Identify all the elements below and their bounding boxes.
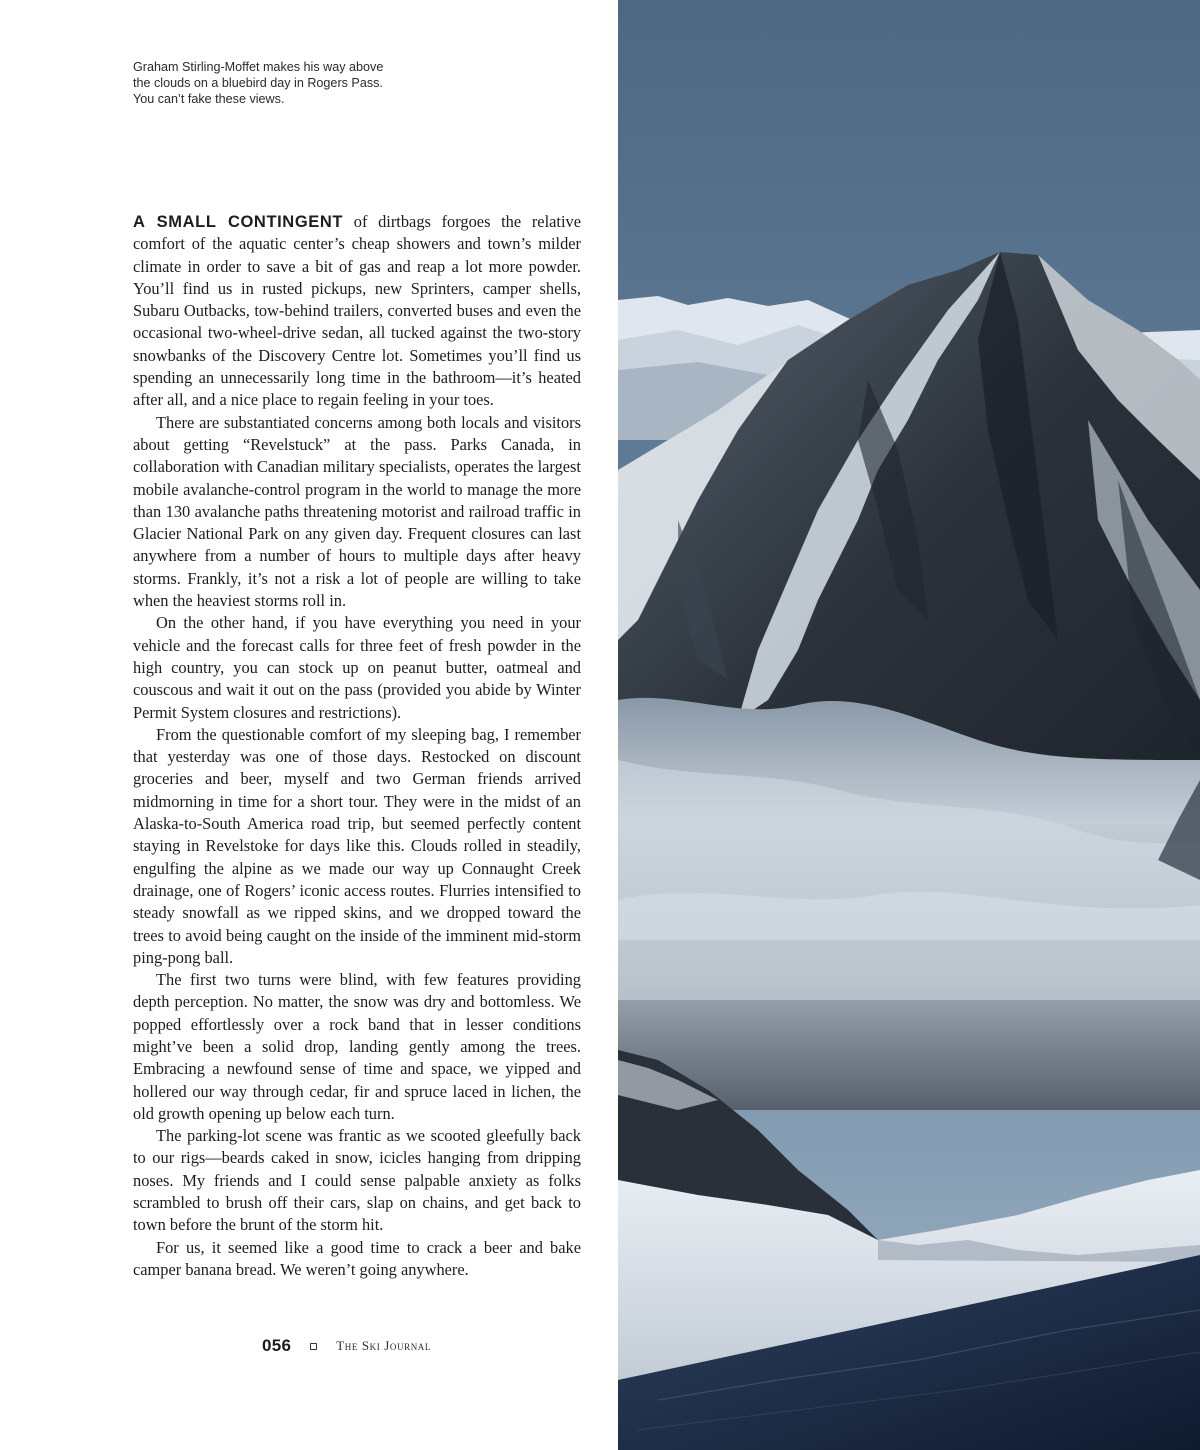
caption-line: Graham Stirling-Moffet makes his way above bbox=[133, 60, 384, 74]
page-footer bbox=[262, 1334, 431, 1358]
article-body bbox=[133, 211, 581, 1281]
article-paragraph: The first two turns were blind, with few features providing depth perception. No matter, the snow was dry and bottomless. We popped effortlessly over a rock band that in lesser conditions might’ve been a solid drop, landing gently among the trees. Embracing a newfound sense of time and space, we yipped and hollered our way through cedar, fir and spruce laced in lichen, the old growth opening up below each turn. bbox=[133, 970, 581, 1123]
article-paragraph bbox=[133, 211, 581, 412]
publication-name: The Ski Journal bbox=[336, 1338, 431, 1353]
article-paragraph: On the other hand, if you have everything you need in your vehicle and the forecast calls for three feet of fresh powder in the high country, you can stock up on peanut butter, oatmeal and couscous and wait it out on the pass (provided you abide by Winter Permit System closures and restrictions). bbox=[133, 613, 581, 722]
article-paragraph: The parking-lot scene was frantic as we scooted gleefully back to our rigs—beards caked in snow, icicles hanging from dripping noses. My friends and I could sense palpable anxiety as folks scrambled to brush off their cars, slap on chains, and get back to town before the brunt of the storm hit. bbox=[133, 1126, 581, 1235]
caption-line: You can’t fake these views. bbox=[133, 92, 285, 106]
lead-in: A SMALL CONTINGENT bbox=[133, 213, 344, 231]
article-paragraph: From the questionable comfort of my sleeping bag, I remember that yesterday was one of those days. Restocked on discount groceries and beer, myself and two German friends arrived midmorning in time for a short tour. They were in the midst of an Alaska-to-South America road trip, but seemed perfectly content staying in Revelstoke for days like this. Clouds rolled in steadily, engulfing the alpine as we made our way up Connaught Creek drainage, one of Rogers’ iconic access routes. Flurries intensified to steady snowfall as we ripped skins, and we dropped toward the trees to avoid being caught on the inside of the imminent mid-storm ping-pong ball. bbox=[133, 724, 581, 967]
mountain-photo-illustration bbox=[618, 0, 1200, 1450]
page-number: 056 bbox=[262, 1336, 292, 1355]
caption-line: the clouds on a bluebird day in Rogers Pass. bbox=[133, 76, 383, 90]
article-paragraph: There are substantiated concerns among both locals and visitors about getting “Revelstuck” at the pass. Parks Canada, in collaboration with Canadian military specialists, operates the largest mobile avalanche-control program in the world to manage the more than 130 avalanche paths threatening motorist and railroad traffic in Glacier National Park on any given day. Frequent closures can last anywhere from a number of hours to multiple days after heavy storms. Frankly, it’s not a risk a lot of people are willing to take when the heaviest storms roll in. bbox=[133, 412, 581, 611]
paragraph-text: of dirtbags forgoes the relative comfort of the aquatic center’s cheap showers and town’s milder climate in order to save a bit of gas and reap a lot more powder. You’ll find us in rusted pickups, new Sprinters, camper shells, Subaru Outbacks, tow-behind trailers, converted buses and even the occasional two-wheel-drive sedan, all tucked against the two-story snowbanks of the Discovery Centre lot. Sometimes you’ll find us spending an unnecessarily long time in the bathroom—it’s heated after all, and a nice place to regain feeling in your toes. bbox=[133, 212, 581, 410]
square-separator-icon bbox=[310, 1343, 317, 1350]
photo-caption bbox=[133, 59, 423, 107]
mountain-photo bbox=[618, 0, 1200, 1450]
article-paragraph: For us, it seemed like a good time to crack a beer and bake camper banana bread. We weren’t going anywhere. bbox=[133, 1237, 581, 1279]
